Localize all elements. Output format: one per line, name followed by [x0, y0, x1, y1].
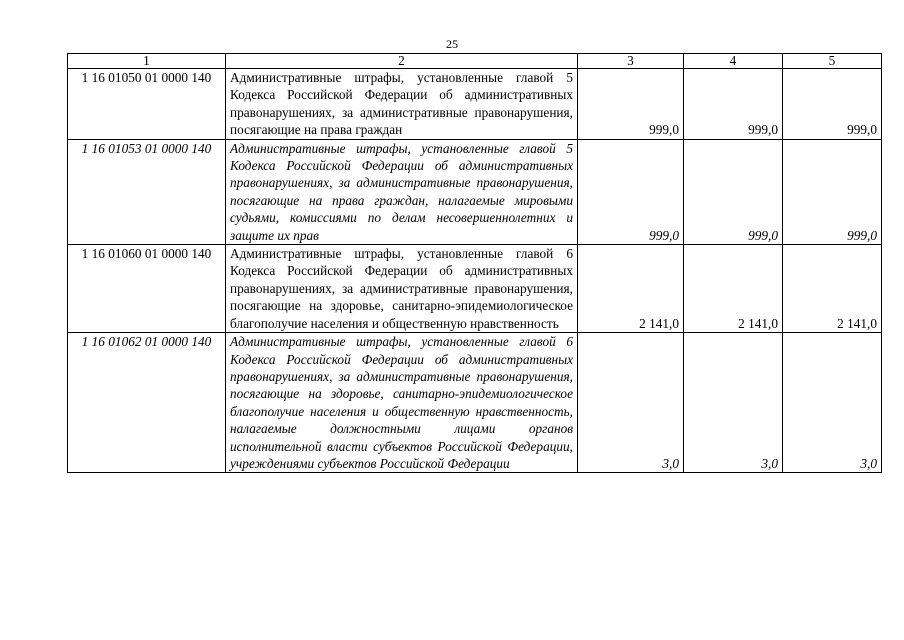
table-header-row	[68, 54, 882, 69]
table-row	[68, 333, 882, 473]
column-header: 2	[226, 54, 578, 69]
value-column-3: 3,0	[578, 333, 684, 473]
value-column-3: 2 141,0	[578, 245, 684, 333]
row-description: Административные штрафы, установленные главой 6 Кодекса Российской Федерации об административных правонарушениях, за административные правонарушения, посягающие на здоровье, санитарно-эпидемиологическое благополучие населения и общественную нравственность	[226, 245, 578, 333]
budget-code: 1 16 01062 01 0000 140	[68, 333, 226, 473]
row-description: Административные штрафы, установленные главой 6 Кодекса Российской Федерации об административных правонарушениях, за административные правонарушения, посягающие на здоровье, санитарно-эпидемиологическое благополучие населения и общественную нравственность, налагаемые должностными лицами органов исполнительной власти субъектов Российской Федерации, учреждениями субъектов Российской Федерации	[226, 333, 578, 473]
table-row	[68, 69, 882, 140]
row-description: Административные штрафы, установленные главой 5 Кодекса Российской Федерации об административных правонарушениях, за административные правонарушения, посягающие на права граждан, налагаемые мировыми судьями, комиссиями по делам несовершеннолетних и защите их прав	[226, 139, 578, 244]
value-column-3: 999,0	[578, 139, 684, 244]
value-column-3: 999,0	[578, 69, 684, 140]
value-column-5: 3,0	[783, 333, 882, 473]
budget-table	[67, 53, 882, 473]
value-column-4: 999,0	[684, 69, 783, 140]
value-column-4: 999,0	[684, 139, 783, 244]
value-column-5: 999,0	[783, 69, 882, 140]
column-header: 1	[68, 54, 226, 69]
budget-code: 1 16 01053 01 0000 140	[68, 139, 226, 244]
row-description: Административные штрафы, установленные главой 5 Кодекса Российской Федерации об административных правонарушениях, за административные правонарушения, посягающие на права граждан	[226, 69, 578, 140]
value-column-4: 3,0	[684, 333, 783, 473]
column-header: 5	[783, 54, 882, 69]
value-column-5: 999,0	[783, 139, 882, 244]
page-number: 25	[446, 37, 458, 51]
budget-code: 1 16 01060 01 0000 140	[68, 245, 226, 333]
table-row	[68, 139, 882, 244]
column-header: 4	[684, 54, 783, 69]
column-header: 3	[578, 54, 684, 69]
budget-code: 1 16 01050 01 0000 140	[68, 69, 226, 140]
value-column-5: 2 141,0	[783, 245, 882, 333]
value-column-4: 2 141,0	[684, 245, 783, 333]
table-row	[68, 245, 882, 333]
